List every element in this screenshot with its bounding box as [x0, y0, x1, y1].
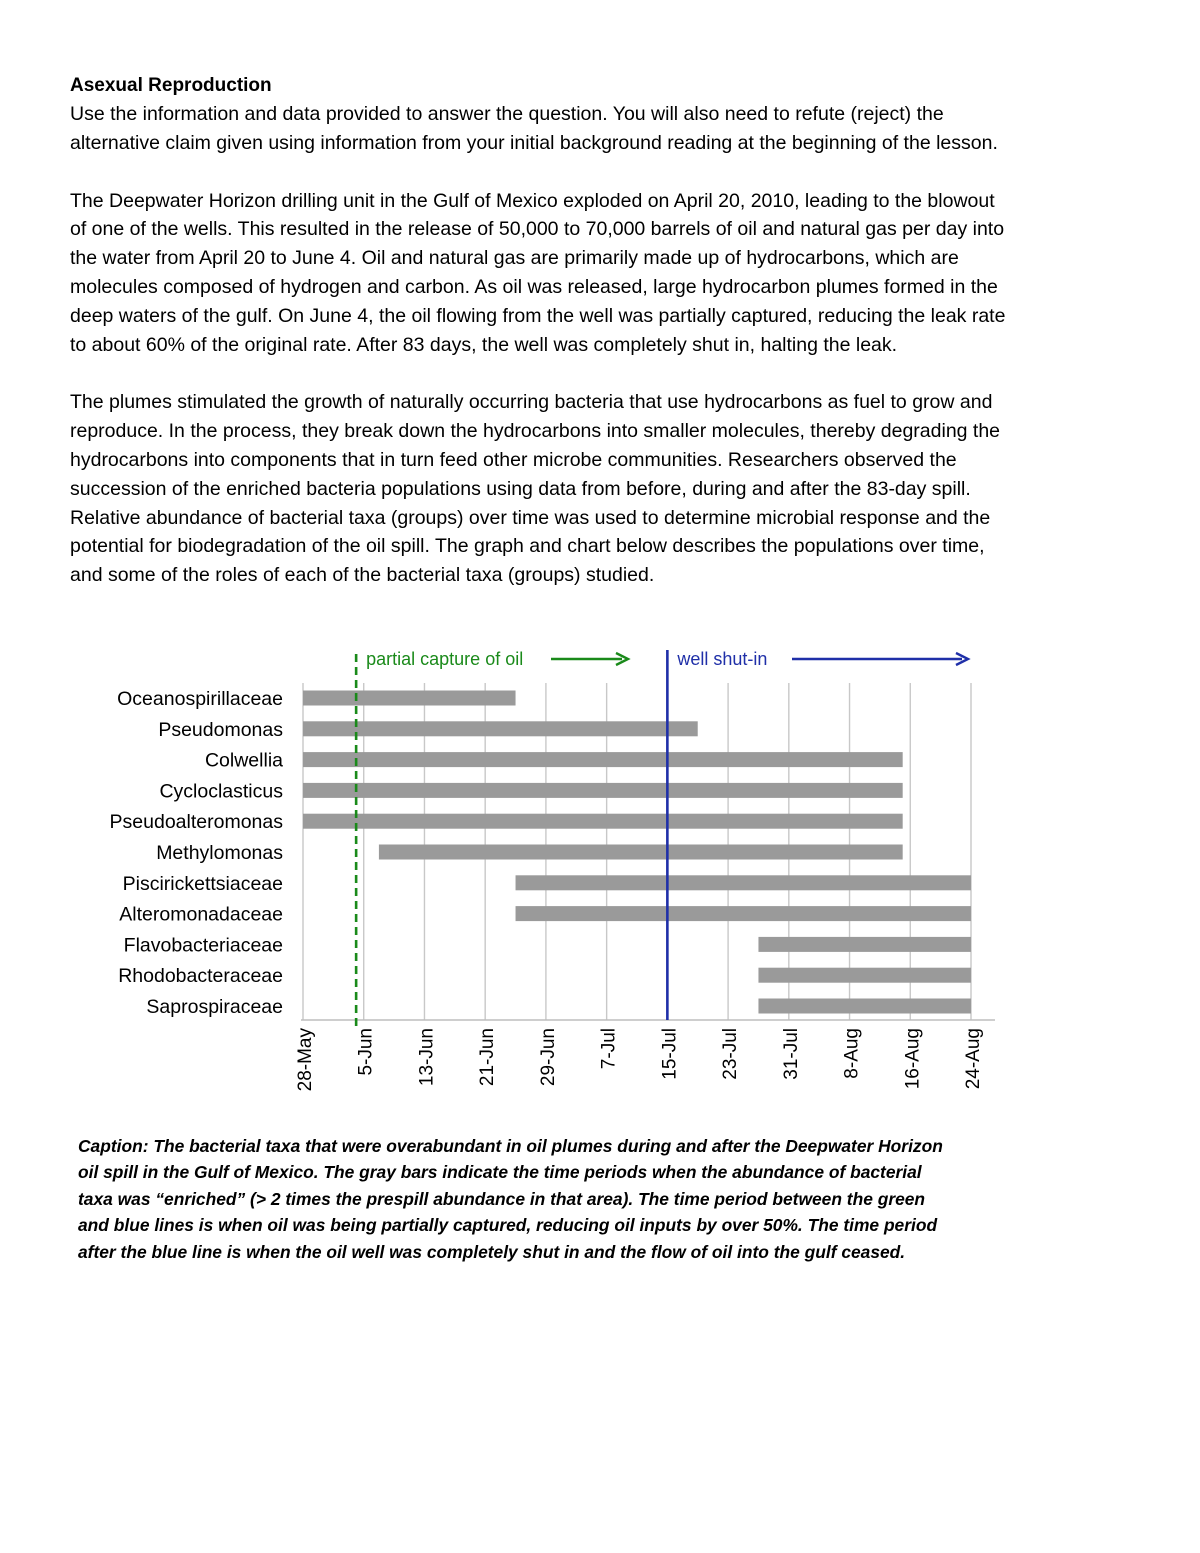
bar-pseudomonas	[303, 721, 698, 736]
x-tick-label: 24-Aug	[963, 1028, 984, 1090]
text-line: succession of the enriched bacteria populations using data from before, during and after the 83-day spill.	[70, 477, 971, 500]
bar-pseudoalteromonas	[303, 814, 903, 829]
bar-colwellia	[303, 752, 903, 767]
text-line: molecules composed of hydrogen and carbon. As oil was released, large hydrocarbon plumes formed in the	[70, 275, 998, 298]
category-label: Oceanospirillaceae	[117, 688, 283, 710]
text-line: and some of the roles of each of the bacterial taxa (groups) studied.	[70, 564, 655, 587]
document-title: Asexual Reproduction	[70, 75, 272, 96]
text-line: Use the information and data provided to answer the question. You will also need to refute (reject) the	[70, 103, 944, 125]
category-label: Pseudoalteromonas	[109, 811, 283, 834]
x-tick-label: 29-Jun	[537, 1028, 559, 1087]
x-tick-label: 21-Jun	[477, 1028, 499, 1087]
bar-flavobacteriaceae	[758, 937, 971, 952]
x-tick-label: 5-Jun	[355, 1028, 377, 1076]
category-label: Alteromonadaceae	[119, 903, 283, 926]
text-line: reproduce. In the process, they break down the hydrocarbons into smaller molecules, thereby degrading the	[70, 420, 1001, 443]
x-tick-label: 31-Jul	[780, 1028, 802, 1080]
x-tick-label: 8-Aug	[841, 1028, 863, 1079]
shut-in-label: well shut-in	[677, 649, 768, 669]
text-line: alternative claim given using information from your initial background reading at the beginning of the lesson.	[70, 131, 998, 154]
caption-line: Caption: The bacterial taxa that were overabundant in oil plumes during and after the Deepwater Horizon	[78, 1136, 943, 1156]
text-line: deep waters of the gulf. On June 4, the oil flowing from the well was partially captured, reducing the leak rate	[70, 304, 1006, 327]
text-line: potential for biodegradation of the oil spill. The graph and chart below describes the populations over time,	[70, 535, 985, 558]
bar-cycloclasticus	[303, 783, 903, 798]
bar-methylomonas	[379, 845, 903, 860]
bar-alteromonadaceae	[516, 906, 971, 921]
text-line: the water from April 20 to June 4. Oil and natural gas are primarily made up of hydrocarbons, which are	[70, 247, 959, 270]
category-label: Methylomonas	[156, 842, 283, 864]
category-label: Saprospiraceae	[146, 996, 283, 1018]
caption-line: taxa was “enriched” (> 2 times the prespill abundance in that area). The time period between the green	[78, 1188, 926, 1209]
text-line: to about 60% of the original rate. After 83 days, the well was completely shut in, halting the leak.	[70, 333, 898, 356]
x-tick-label: 13-Jun	[416, 1028, 438, 1087]
category-label: Pseudomonas	[158, 718, 283, 741]
category-label: Rhodobacteraceae	[118, 965, 283, 988]
x-tick-label: 23-Jul	[720, 1028, 742, 1080]
bar-oceanospirillaceae	[303, 691, 516, 706]
caption-line: and blue lines is when oil was being partially captured, reducing oil inputs by over 50%. The time period	[78, 1215, 938, 1236]
partial-capture-label: partial capture of oil	[366, 649, 524, 669]
caption-line: after the blue line is when the oil well was completely shut in and the flow of oil into the gulf ceased.	[78, 1241, 906, 1262]
category-label: Colwellia	[204, 749, 283, 772]
x-tick-label: 28-May	[295, 1028, 316, 1092]
bar-rhodobacteraceae	[758, 968, 971, 983]
text-line: Relative abundance of bacterial taxa (groups) over time was used to determine microbial response and the	[70, 506, 991, 529]
caption-line: oil spill in the Gulf of Mexico. The gray bars indicate the time periods when the abundance of bacterial	[78, 1162, 922, 1183]
bar-piscirickettsiaceae	[516, 875, 971, 890]
x-tick-label: 15-Jul	[659, 1028, 681, 1080]
category-label: Flavobacteriaceae	[123, 934, 283, 957]
text-line: The Deepwater Horizon drilling unit in the Gulf of Mexico exploded on April 20, 2010, leading to the blowout	[70, 189, 995, 212]
x-tick-label: 16-Aug	[902, 1028, 924, 1090]
x-tick-label: 7-Jul	[598, 1028, 620, 1070]
figure-caption	[78, 1133, 1078, 1265]
category-label: Cycloclasticus	[159, 780, 283, 803]
text-line: of one of the wells. This resulted in the release of 50,000 to 70,000 barrels of oil and natural gas per day into	[70, 218, 1005, 241]
category-label: Piscirickettsiaceae	[122, 872, 283, 895]
text-line: The plumes stimulated the growth of naturally occurring bacteria that use hydrocarbons as fuel to grow and	[70, 391, 993, 414]
text-line: hydrocarbons into components that in turn feed other microbe communities. Researchers observed the	[70, 448, 957, 471]
bar-saprospiraceae	[758, 999, 971, 1014]
